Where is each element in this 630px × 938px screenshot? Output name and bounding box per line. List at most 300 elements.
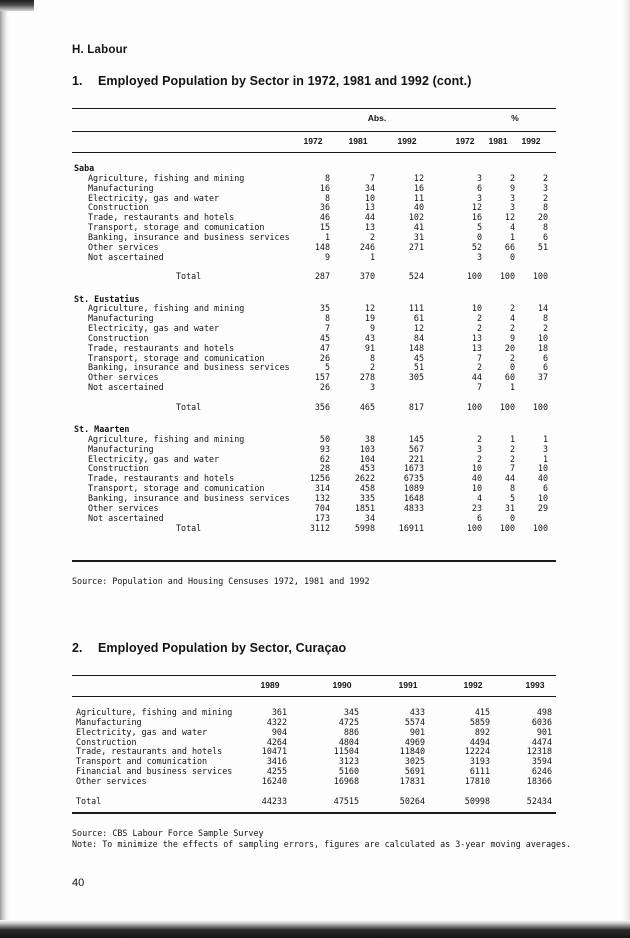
table-row <box>0 353 630 363</box>
table-row <box>0 756 630 766</box>
table-cell: 66 <box>504 241 515 252</box>
row-label: Electricity, gas and water <box>88 323 220 334</box>
table-row-total <box>0 796 630 806</box>
table-row <box>0 382 630 392</box>
table-cell: 7 <box>509 463 515 474</box>
table-cell: 4494 <box>469 736 490 747</box>
table-cell: 4 <box>476 492 482 503</box>
table-row <box>0 193 630 203</box>
table-cell: 44233 <box>261 795 287 806</box>
table-2-note: Note: To minimize the effects of sampling errors, figures are calculated as 3-year moving averages. <box>72 839 572 849</box>
table-cell: 100 <box>499 401 515 412</box>
table-cell: 132 <box>314 492 330 503</box>
table-cell: 3 <box>542 443 548 454</box>
table-1-column-header: 1981 <box>348 136 368 146</box>
table-cell: 13 <box>471 342 482 353</box>
table-cell: 2 <box>369 362 375 373</box>
table-cell: 278 <box>359 372 375 383</box>
table-cell: 4969 <box>404 736 425 747</box>
table-cell: 287 <box>314 271 330 282</box>
table-cell: 2 <box>542 172 548 183</box>
table-cell: 93 <box>319 443 330 454</box>
table-row <box>0 343 630 353</box>
table-cell: 37 <box>537 372 548 383</box>
table-cell: 886 <box>343 726 359 737</box>
table-cell: 8 <box>324 313 330 324</box>
row-label: Transport, storage and comunication <box>88 483 265 494</box>
table-2-column-header: 1991 <box>398 680 418 690</box>
table-cell: 2 <box>369 231 375 242</box>
table-row <box>0 434 630 444</box>
table-cell: 16 <box>471 212 482 223</box>
row-label: Electricity, gas and water <box>88 453 220 464</box>
table-cell: 3112 <box>309 522 330 533</box>
table-cell: 335 <box>359 492 375 503</box>
table-cell: 9 <box>369 323 375 334</box>
table-row <box>0 362 630 372</box>
table-cell: 2 <box>509 323 515 334</box>
table-cell: 16 <box>319 182 330 193</box>
table-row <box>0 737 630 747</box>
group-label-saba: Saba <box>74 163 95 173</box>
table-cell: 8 <box>542 202 548 213</box>
row-label: Manufacturing <box>88 443 154 454</box>
row-label: Not ascertained <box>88 251 164 262</box>
table-cell: 35 <box>319 303 330 314</box>
table-cell: 20 <box>537 212 548 223</box>
table-cell: 17810 <box>464 775 490 786</box>
table-cell: 16 <box>413 182 424 193</box>
table-cell: 51 <box>537 241 548 252</box>
table-cell: 100 <box>466 271 482 282</box>
table-row <box>0 202 630 212</box>
table-cell: 4255 <box>266 766 287 777</box>
row-label: Construction <box>88 332 149 343</box>
row-label: Agriculture, fishing and mining <box>88 433 245 444</box>
table-cell: 1673 <box>403 463 424 474</box>
table-cell: 7 <box>369 172 375 183</box>
table-cell: 10 <box>537 492 548 503</box>
table-cell: 361 <box>271 707 287 717</box>
table-cell: 50264 <box>399 795 425 806</box>
table-cell: 52 <box>471 241 482 252</box>
table-cell: 2 <box>476 453 482 464</box>
table-cell: 44 <box>471 372 482 383</box>
row-label: Not ascertained <box>88 382 164 393</box>
table-cell: 2 <box>509 443 515 454</box>
table-cell: 17831 <box>399 775 425 786</box>
row-label: Manufacturing <box>88 182 154 193</box>
table-cell: 100 <box>466 401 482 412</box>
table-cell: 104 <box>359 453 375 464</box>
row-label: Agriculture, fishing and mining <box>76 707 233 717</box>
table-1-rule-top <box>72 108 556 109</box>
table-cell: 2 <box>476 313 482 324</box>
table-cell: 1 <box>542 453 548 464</box>
table-cell: 84 <box>413 332 424 343</box>
table-cell: 271 <box>408 241 424 252</box>
table-cell: 12 <box>413 323 424 334</box>
table-cell: 13 <box>364 222 375 233</box>
table-cell: 50 <box>319 433 330 444</box>
row-label: Other services <box>88 241 159 252</box>
table-row-total <box>0 271 630 281</box>
table-cell: 901 <box>536 726 552 737</box>
table-cell: 10 <box>471 463 482 474</box>
table-cell: 60 <box>504 372 515 383</box>
table-1-column-header: 1992 <box>521 136 541 146</box>
row-label: Banking, insurance and business services <box>88 362 290 373</box>
table-cell: 0 <box>476 231 482 242</box>
table-cell: 356 <box>314 401 330 412</box>
table-cell: 41 <box>413 222 424 233</box>
table-1-span-abs: Abs. <box>367 113 387 123</box>
table-cell: 221 <box>408 453 424 464</box>
table-cell: 246 <box>359 241 375 252</box>
table-cell: 15 <box>319 222 330 233</box>
table-row <box>0 503 630 513</box>
table-cell: 44 <box>504 473 515 484</box>
table-cell: 3 <box>476 192 482 203</box>
table-cell: 3 <box>509 192 515 203</box>
table-cell: 34 <box>364 182 375 193</box>
table-cell: 8 <box>324 172 330 183</box>
table-cell: 1 <box>509 382 515 393</box>
table-cell: 91 <box>364 342 375 353</box>
table-cell: 45 <box>413 352 424 363</box>
table-cell: 4 <box>509 222 515 233</box>
table-cell: 102 <box>408 212 424 223</box>
table-cell: 1648 <box>403 492 424 503</box>
table-cell: 0 <box>509 251 515 262</box>
table-cell: 524 <box>408 271 424 282</box>
table-1-rule-bottom <box>72 560 556 562</box>
table-row <box>0 454 630 464</box>
row-label: Trade, restaurants and hotels <box>88 473 235 484</box>
table-cell: 5160 <box>338 766 359 777</box>
table-cell: 2 <box>542 192 548 203</box>
row-label: Electricity, gas and water <box>88 192 220 203</box>
table-cell: 5574 <box>404 716 425 727</box>
table-cell: 6 <box>542 231 548 242</box>
table-cell: 4725 <box>338 716 359 727</box>
table-cell: 19 <box>364 313 375 324</box>
table-2-rule-head <box>72 696 556 697</box>
table-cell: 26 <box>319 352 330 363</box>
table-1-column-header: 1992 <box>397 136 417 146</box>
table-row <box>0 776 630 786</box>
table-2-number: 2. <box>72 641 83 655</box>
table-cell: 892 <box>474 726 490 737</box>
table-cell: 8 <box>369 352 375 363</box>
table-cell: 5 <box>324 362 330 373</box>
group-label-st-maarten: St. Maarten <box>74 424 130 435</box>
table-cell: 11 <box>413 192 424 203</box>
table-cell: 12 <box>504 212 515 223</box>
table-cell: 6 <box>476 512 482 523</box>
table-cell: 7 <box>324 323 330 334</box>
table-cell: 2 <box>542 323 548 334</box>
table-cell: 8 <box>324 192 330 203</box>
table-row <box>0 444 630 454</box>
row-label: Not ascertained <box>88 512 164 523</box>
table-cell: 6 <box>542 362 548 373</box>
table-cell: 0 <box>509 362 515 373</box>
table-row <box>0 766 630 776</box>
table-row-total <box>0 523 630 533</box>
table-row <box>0 513 630 523</box>
row-label: Banking, insurance and business services <box>88 492 290 503</box>
row-label: Financial and business services <box>76 766 233 777</box>
table-cell: 157 <box>314 372 330 383</box>
table-cell: 567 <box>408 443 424 454</box>
table-cell: 100 <box>499 522 515 533</box>
table-row <box>0 493 630 503</box>
table-cell: 1 <box>509 433 515 444</box>
table-cell: 345 <box>343 707 359 717</box>
table-cell: 2 <box>476 323 482 334</box>
table-cell: 10 <box>364 192 375 203</box>
table-cell: 1 <box>509 231 515 242</box>
table-cell: 10 <box>537 332 548 343</box>
table-cell: 47515 <box>333 795 359 806</box>
table-cell: 13 <box>471 332 482 343</box>
table-cell: 1 <box>324 231 330 242</box>
table-1-heading <box>72 74 471 88</box>
table-cell: 4264 <box>266 736 287 747</box>
table-cell: 4474 <box>531 736 552 747</box>
table-cell: 100 <box>466 522 482 533</box>
row-label: Agriculture, fishing and mining <box>88 172 245 183</box>
table-cell: 0 <box>509 512 515 523</box>
table-1-number: 1. <box>72 74 83 88</box>
table-cell: 16240 <box>261 775 287 786</box>
table-cell: 5998 <box>354 522 375 533</box>
table-cell: 9 <box>324 251 330 262</box>
table-cell: 2 <box>509 303 515 314</box>
table-cell: 11504 <box>333 746 359 757</box>
table-cell: 3123 <box>338 756 359 767</box>
table-cell: 43 <box>364 332 375 343</box>
table-row <box>0 707 630 717</box>
table-cell: 8 <box>542 313 548 324</box>
table-cell: 12318 <box>526 746 552 757</box>
row-label: Transport and comunication <box>76 756 208 767</box>
table-cell: 47 <box>319 342 330 353</box>
table-cell: 20 <box>504 342 515 353</box>
table-cell: 314 <box>314 483 330 494</box>
table-cell: 5691 <box>404 766 425 777</box>
table-cell: 62 <box>319 453 330 464</box>
table-row <box>0 473 630 483</box>
table-cell: 40 <box>537 473 548 484</box>
table-cell: 3 <box>476 443 482 454</box>
row-label: Manufacturing <box>88 313 154 324</box>
table-cell: 433 <box>409 707 425 717</box>
row-label: Transport, storage and comunication <box>88 222 265 233</box>
table-cell: 6036 <box>531 716 552 727</box>
table-row <box>0 483 630 493</box>
row-total-label: Total <box>176 522 202 533</box>
table-1-rule-head <box>72 152 556 153</box>
table-row <box>0 232 630 242</box>
row-label: Other services <box>88 502 159 513</box>
group-label-st-eustatius: St. Eustatius <box>74 293 140 304</box>
table-cell: 2 <box>509 172 515 183</box>
table-cell: 28 <box>319 463 330 474</box>
table-cell: 6 <box>476 182 482 193</box>
table-cell: 23 <box>471 502 482 513</box>
table-cell: 5 <box>509 492 515 503</box>
table-cell: 18 <box>537 342 548 353</box>
table-cell: 5 <box>476 222 482 233</box>
table-cell: 52434 <box>526 795 552 806</box>
table-cell: 704 <box>314 502 330 513</box>
table-cell: 100 <box>532 522 548 533</box>
table-cell: 4322 <box>266 716 287 727</box>
table-cell: 3416 <box>266 756 287 767</box>
row-label: Other services <box>76 775 147 786</box>
row-total-label: Total <box>176 401 202 412</box>
table-cell: 817 <box>408 401 424 412</box>
table-1-column-header: 1972 <box>455 136 475 146</box>
table-cell: 6246 <box>531 766 552 777</box>
table-cell: 4 <box>509 313 515 324</box>
row-label: Banking, insurance and business services <box>88 231 290 242</box>
table-cell: 29 <box>537 502 548 513</box>
table-cell: 100 <box>532 271 548 282</box>
table-cell: 40 <box>413 202 424 213</box>
table-cell: 173 <box>314 512 330 523</box>
chapter-title: H. Labour <box>72 44 128 56</box>
table-row <box>0 252 630 262</box>
table-2-source: Source: CBS Labour Force Sample Survey <box>72 828 264 838</box>
table-cell: 111 <box>408 303 424 314</box>
table-2-column-header: 1992 <box>463 680 483 690</box>
row-label: Trade, restaurants and hotels <box>88 212 235 223</box>
table-cell: 50998 <box>464 795 490 806</box>
table-cell: 3 <box>542 182 548 193</box>
table-2-column-header: 1993 <box>525 680 545 690</box>
table-cell: 9 <box>509 182 515 193</box>
table-cell: 36 <box>319 202 330 213</box>
table-cell: 44 <box>364 212 375 223</box>
table-cell: 2 <box>509 352 515 363</box>
table-2-column-header: 1989 <box>260 680 280 690</box>
row-label: Trade, restaurants and hotels <box>76 746 223 757</box>
table-row <box>0 727 630 737</box>
table-row <box>0 313 630 323</box>
table-cell: 40 <box>471 473 482 484</box>
table-cell: 7 <box>476 352 482 363</box>
row-label: Trade, restaurants and hotels <box>88 342 235 353</box>
table-cell: 1 <box>369 251 375 262</box>
table-cell: 13 <box>364 202 375 213</box>
table-1-column-header: 1972 <box>303 136 323 146</box>
table-row <box>0 463 630 473</box>
row-label: Manufacturing <box>76 716 142 727</box>
table-row <box>0 242 630 252</box>
table-row <box>0 746 630 756</box>
table-2-rule-top <box>72 675 556 676</box>
table-cell: 2 <box>476 433 482 444</box>
table-row <box>0 212 630 222</box>
table-1-source: Source: Population and Housing Censuses 1972, 1981 and 1992 <box>72 576 370 586</box>
table-row <box>0 303 630 313</box>
table-cell: 3 <box>476 251 482 262</box>
row-total-label: Total <box>176 271 202 282</box>
table-cell: 904 <box>271 726 287 737</box>
table-cell: 458 <box>359 483 375 494</box>
table-cell: 34 <box>364 512 375 523</box>
table-cell: 4804 <box>338 736 359 747</box>
page-number: 40 <box>72 877 85 889</box>
table-cell: 3 <box>476 172 482 183</box>
row-label: Electricity, gas and water <box>76 726 208 737</box>
table-cell: 465 <box>359 401 375 412</box>
table-cell: 12 <box>413 172 424 183</box>
table-cell: 305 <box>408 372 424 383</box>
table-cell: 370 <box>359 271 375 282</box>
table-cell: 1089 <box>403 483 424 494</box>
table-cell: 10471 <box>261 746 287 757</box>
table-cell: 10 <box>471 483 482 494</box>
table-cell: 148 <box>408 342 424 353</box>
table-cell: 16968 <box>333 775 359 786</box>
table-cell: 31 <box>413 231 424 242</box>
table-cell: 415 <box>474 707 490 717</box>
table-cell: 6735 <box>403 473 424 484</box>
table-1-column-header: 1981 <box>488 136 508 146</box>
row-label: Construction <box>76 736 137 747</box>
row-label: Construction <box>88 463 149 474</box>
table-cell: 14 <box>537 303 548 314</box>
table-cell: 3 <box>509 202 515 213</box>
table-cell: 6111 <box>469 766 490 777</box>
table-cell: 26 <box>319 382 330 393</box>
table-cell: 38 <box>364 433 375 444</box>
table-cell: 51 <box>413 362 424 373</box>
table-cell: 2 <box>509 453 515 464</box>
table-2-rule-bottom <box>72 812 556 814</box>
row-label: Construction <box>88 202 149 213</box>
table-cell: 7 <box>476 382 482 393</box>
table-cell: 100 <box>532 401 548 412</box>
table-cell: 10 <box>471 303 482 314</box>
table-cell: 3025 <box>404 756 425 767</box>
table-cell: 31 <box>504 502 515 513</box>
table-cell: 4833 <box>403 502 424 513</box>
table-row <box>0 717 630 727</box>
table-cell: 100 <box>499 271 515 282</box>
row-total-label: Total <box>76 795 102 806</box>
table-cell: 46 <box>319 212 330 223</box>
table-1-title: Employed Population by Sector in 1972, 1981 and 1992 (cont.) <box>98 74 472 88</box>
table-cell: 61 <box>413 313 424 324</box>
table-cell: 3193 <box>469 756 490 767</box>
table-cell: 901 <box>409 726 425 737</box>
table-cell: 8 <box>542 222 548 233</box>
table-cell: 6 <box>542 483 548 494</box>
table-cell: 3 <box>369 382 375 393</box>
table-2-title: Employed Population by Sector, Curaçao <box>98 641 347 655</box>
table-cell: 498 <box>536 707 552 717</box>
table-2-column-header: 1990 <box>332 680 352 690</box>
table-row <box>0 372 630 382</box>
table-cell: 453 <box>359 463 375 474</box>
table-cell: 2622 <box>354 473 375 484</box>
table-cell: 1851 <box>354 502 375 513</box>
